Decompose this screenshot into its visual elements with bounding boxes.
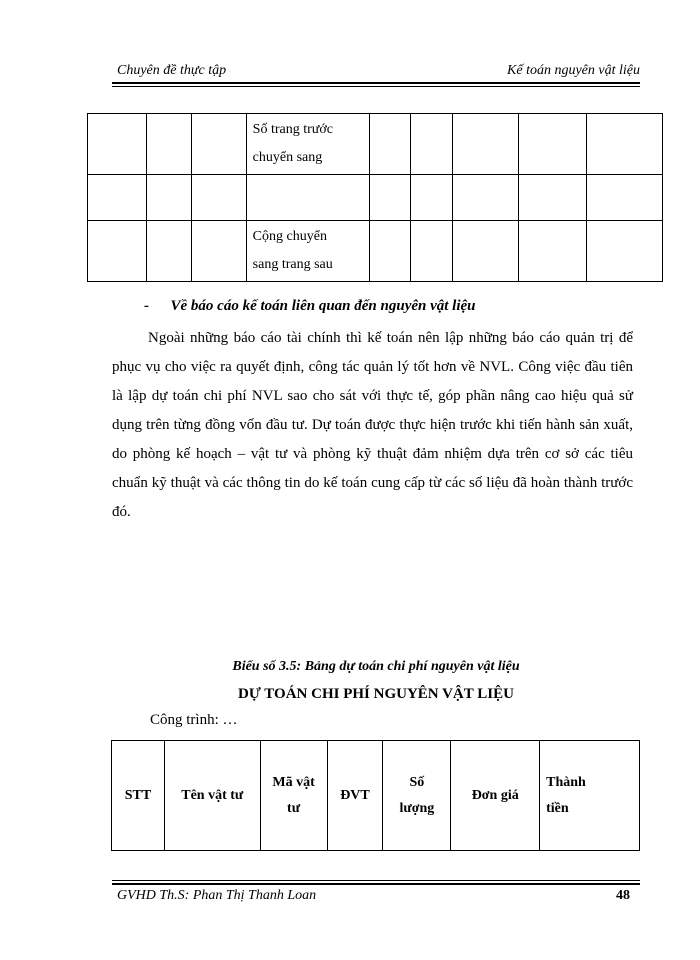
table-cell — [146, 114, 191, 175]
row-label-line2: chuyển sang — [252, 150, 323, 165]
table-cell — [369, 114, 411, 175]
table-cell — [411, 175, 453, 221]
column-header-text: tiền — [546, 800, 569, 816]
table-row — [88, 221, 663, 282]
row-label-line2: sang trang sau — [252, 257, 333, 272]
column-header-text: Đơn giá — [471, 787, 519, 803]
column-header-text: lượng — [399, 800, 435, 816]
estimate-table — [111, 740, 640, 851]
column-header-text: Thành — [546, 774, 586, 790]
table-cell — [453, 221, 519, 282]
footer-advisor: GVHD Th.S: Phan Thị Thanh Loan — [117, 888, 317, 903]
table-row — [88, 114, 663, 175]
table-cell — [587, 114, 663, 175]
row-label-line1: Số trang trước — [252, 122, 333, 137]
table-cell — [146, 221, 191, 282]
table-cell — [519, 221, 587, 282]
project-label: Công trình: … — [150, 712, 238, 728]
table-cell — [88, 175, 147, 221]
table-cell — [88, 114, 147, 175]
column-header-text: Tên vật tư — [181, 787, 244, 803]
column-header-text: Số — [409, 774, 425, 790]
column-header-ten-vat-tu — [164, 741, 260, 851]
column-header-so-luong — [383, 741, 451, 851]
section-heading — [144, 298, 476, 315]
column-header-don-gia — [451, 741, 540, 851]
table-cell — [369, 221, 411, 282]
table-header-row — [112, 741, 640, 851]
column-header-stt — [112, 741, 165, 851]
table-cell — [587, 221, 663, 282]
table-cell — [246, 114, 369, 175]
header-right: Kế toán nguyên vật liệu — [507, 63, 640, 78]
table-cell — [146, 175, 191, 221]
form-caption: Biểu số 3.5: Bảng dự toán chi phí nguyên vật liệu — [232, 659, 520, 674]
column-header-thanh-tien — [540, 741, 640, 851]
header-rule — [112, 82, 640, 84]
section-heading-text: Về báo cáo kế toán liên quan đến nguyên vật liệu — [170, 298, 476, 314]
table-cell — [246, 221, 369, 282]
paragraph-text: Ngoài những báo cáo tài chính thì kế toán nên lập những báo cáo quản trị để phục vụ cho việc ra quyết định, công tác quản lý tốt hơn về NVL. Công việc đầu tiên là lập dự toán chi phí NVL sao cho sát với thực tế, góp phần nâng cao hiệu quả sử dụng trên từng đồng vốn đầu tư. Dự toán được thực hiện trước khi tiến hành sản xuất, do phòng kế hoạch – vật tư và phòng kỹ thuật đảm nhiệm dựa trên cơ sở các tiêu chuẩn kỹ thuật và các thông tin do kế toán cung cấp từ các số liệu đã hoàn thành trước đó. — [112, 330, 633, 520]
row-label-line1: Cộng chuyển — [252, 229, 327, 244]
ledger-table — [87, 113, 663, 282]
column-header-ma-vat-tu — [260, 741, 327, 851]
table-cell — [369, 175, 411, 221]
column-header-text: ĐVT — [340, 787, 370, 803]
table-cell — [411, 114, 453, 175]
column-header-text: STT — [124, 787, 152, 803]
bullet-dash: - — [144, 298, 149, 314]
table-cell — [587, 175, 663, 221]
footer-rule — [112, 883, 640, 885]
column-header-text: Mã vật — [272, 774, 315, 790]
header-rule-thin — [112, 86, 640, 87]
column-header-text: tư — [287, 800, 301, 816]
header-left: Chuyên đề thực tập — [117, 63, 227, 78]
table-cell — [191, 114, 246, 175]
table-cell — [191, 221, 246, 282]
table-cell — [453, 114, 519, 175]
table-cell — [519, 175, 587, 221]
table-cell — [453, 175, 519, 221]
table-cell — [411, 221, 453, 282]
footer-rule-thin — [112, 880, 640, 881]
table-cell — [191, 175, 246, 221]
body-paragraph — [112, 324, 633, 527]
table-row — [88, 175, 663, 221]
table-cell — [246, 175, 369, 221]
page-number: 48 — [616, 888, 630, 903]
table-cell — [88, 221, 147, 282]
table-cell — [519, 114, 587, 175]
form-title: DỰ TOÁN CHI PHÍ NGUYÊN VẬT LIỆU — [238, 686, 514, 702]
column-header-dvt — [327, 741, 383, 851]
